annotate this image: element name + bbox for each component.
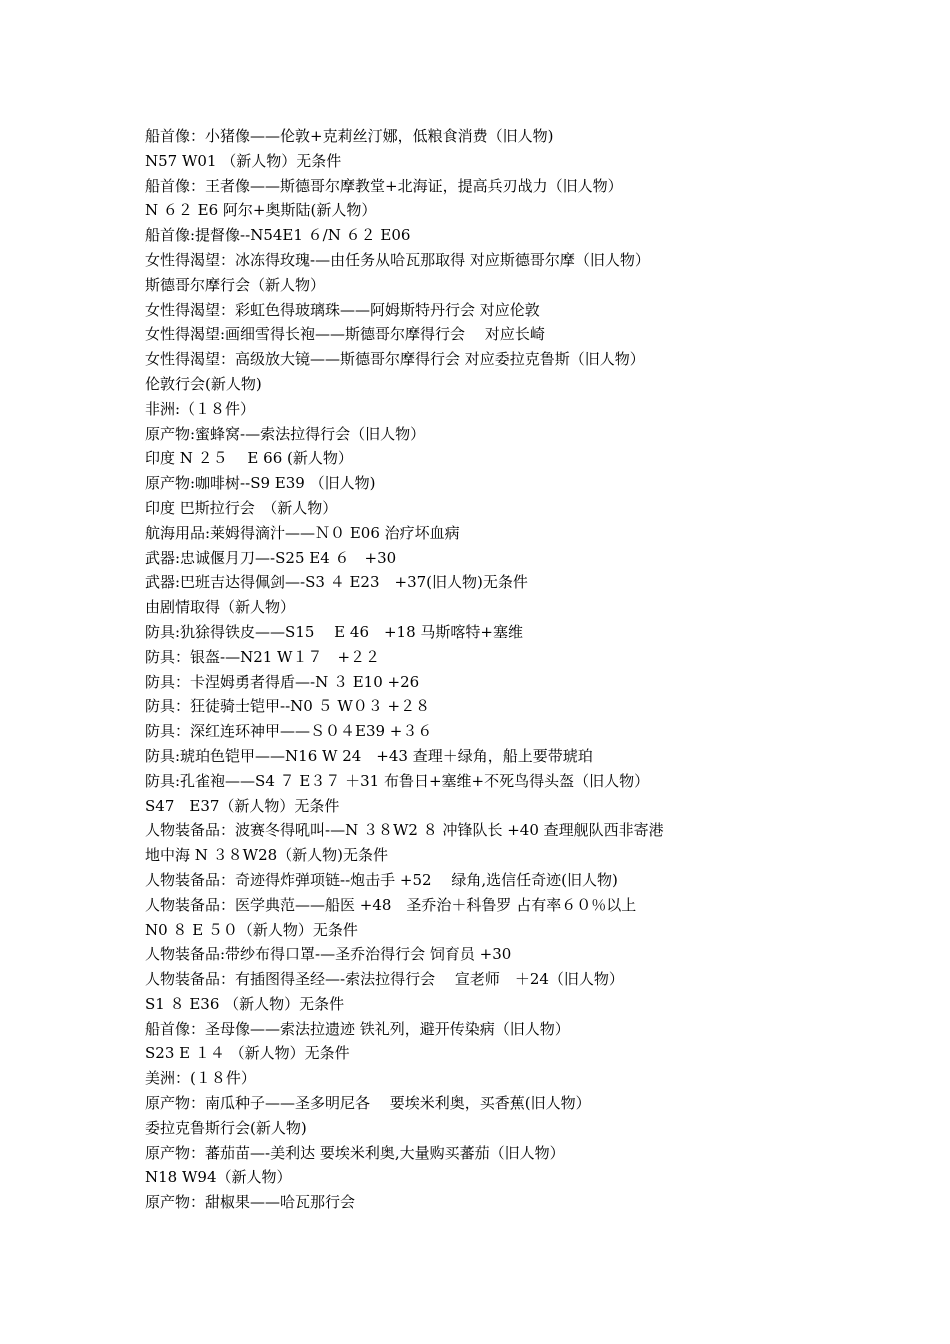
text-line: 原产物:咖啡树--S9 E39 （旧人物) bbox=[145, 474, 376, 493]
text-line: 防具:琥珀色铠甲——N16 W 24 +43 查理＋绿角，船上要带琥珀 bbox=[145, 746, 593, 765]
text-line: N18 W94（新人物） bbox=[145, 1168, 292, 1187]
text-line: 人物装备品：有插图得圣经—-索法拉得行会 宣老师 ＋24（旧人物） bbox=[145, 970, 624, 989]
text-line: 武器:巴班吉达得佩剑—-S3 ４ E23 +37(旧人物)无条件 bbox=[145, 573, 528, 592]
text-line: 女性得渴望:画细雪得长袍——斯德哥尔摩得行会 对应长崎 bbox=[145, 325, 545, 344]
text-line: 地中海 N ３８W28（新人物)无条件 bbox=[145, 846, 389, 865]
text-line: S23 E １４ （新人物）无条件 bbox=[145, 1044, 350, 1063]
text-line: 美洲：(１８件） bbox=[145, 1069, 256, 1088]
text-line: 船首像：圣母像——索法拉遗迹 铁礼列，避开传染病（旧人物） bbox=[145, 1019, 570, 1038]
text-line: 印度 N ２５ E 66 (新人物） bbox=[145, 449, 353, 468]
text-line: S1 ８ E36 （新人物）无条件 bbox=[145, 994, 345, 1013]
text-line: 委拉克鲁斯行会(新人物) bbox=[145, 1118, 307, 1137]
text-line: 防具：银盔-—N21 W１７ +２２ bbox=[145, 647, 381, 666]
text-line: 女性得渴望：彩虹色得玻璃珠——阿姆斯特丹行会 对应伦敦 bbox=[145, 300, 540, 319]
text-line: 斯德哥尔摩行会（新人物） bbox=[145, 275, 326, 294]
text-line: 人物装备品：波赛冬得吼叫-—N ３８W2 ８ 冲锋队长 +40 查理舰队西非寄港 bbox=[145, 821, 664, 840]
text-line: N0 ８ E ５０（新人物）无条件 bbox=[145, 920, 358, 939]
text-line: 原产物：甜椒果——哈瓦那行会 bbox=[145, 1193, 356, 1212]
text-line: N57 W01 （新人物）无条件 bbox=[145, 151, 342, 170]
text-line: 伦敦行会(新人物) bbox=[145, 374, 262, 393]
text-line: 原产物：蕃茄苗—-美利达 要埃米利奥,大量购买蕃茄（旧人物） bbox=[145, 1143, 565, 1162]
text-line: 防具:犰狳得铁皮——S15 E 46 +18 马斯喀特+塞维 bbox=[145, 622, 523, 641]
text-line: 航海用品:莱姆得滴汁——Ｎ０ E06 治疗坏血病 bbox=[145, 523, 460, 542]
text-line: S47 E37（新人物）无条件 bbox=[145, 796, 340, 815]
text-line: 防具：狂徒骑士铠甲--N0 ５ W０３ +２８ bbox=[145, 697, 431, 716]
text-line: 女性得渴望：高级放大镜——斯德哥尔摩得行会 对应委拉克鲁斯（旧人物） bbox=[145, 350, 645, 369]
text-line: 防具:孔雀袍——S4 ７ E３７ ＋31 布鲁日+塞维+不死鸟得头盔（旧人物） bbox=[145, 771, 650, 790]
text-line: 船首像：小猪像——伦敦+克莉丝汀娜，低粮食消费（旧人物) bbox=[145, 127, 554, 145]
text-line: 武器:忠诚偃月刀—-S25 E4 ６ +30 bbox=[145, 548, 397, 567]
text-line: 非洲:（１８件） bbox=[145, 399, 256, 418]
text-line: 船首像:提督像--N54E1 ６/N ６２ E06 bbox=[145, 226, 411, 245]
text-line: 防具：深红连环神甲——Ｓ０４E39 +３６ bbox=[145, 722, 433, 741]
text-line: 原产物:蜜蜂窝-—索法拉得行会（旧人物） bbox=[145, 424, 426, 443]
text-line: 防具：卡涅姆勇者得盾—-N ３ E10 +26 bbox=[145, 672, 420, 691]
text-line: 原产物：南瓜种子——圣多明尼各 要埃米利奥，买香蕉(旧人物） bbox=[145, 1094, 591, 1113]
text-line: 人物装备品：医学典范——船医 +48 圣乔治＋科鲁罗 占有率６０％以上 bbox=[145, 895, 637, 914]
text-line: 人物装备品：奇迹得炸弹项链--炮击手 +52 绿角,选信任奇迹(旧人物) bbox=[145, 870, 618, 889]
text-line: 人物装备品:带纱布得口罩-—圣乔治得行会 饲育员 +30 bbox=[145, 945, 512, 964]
text-line: 由剧情取得（新人物） bbox=[145, 598, 296, 617]
text-line: 船首像：王者像——斯德哥尔摩教堂+北海证，提高兵刃战力（旧人物） bbox=[145, 176, 623, 195]
text-line: 印度 巴斯拉行会 （新人物） bbox=[145, 498, 338, 517]
document-body bbox=[145, 124, 865, 1215]
text-line: N ６２ E6 阿尔+奥斯陆(新人物） bbox=[145, 201, 377, 220]
text-line: 女性得渴望：冰冻得玫瑰-—由任务从哈瓦那取得 对应斯德哥尔摩（旧人物） bbox=[145, 250, 650, 269]
